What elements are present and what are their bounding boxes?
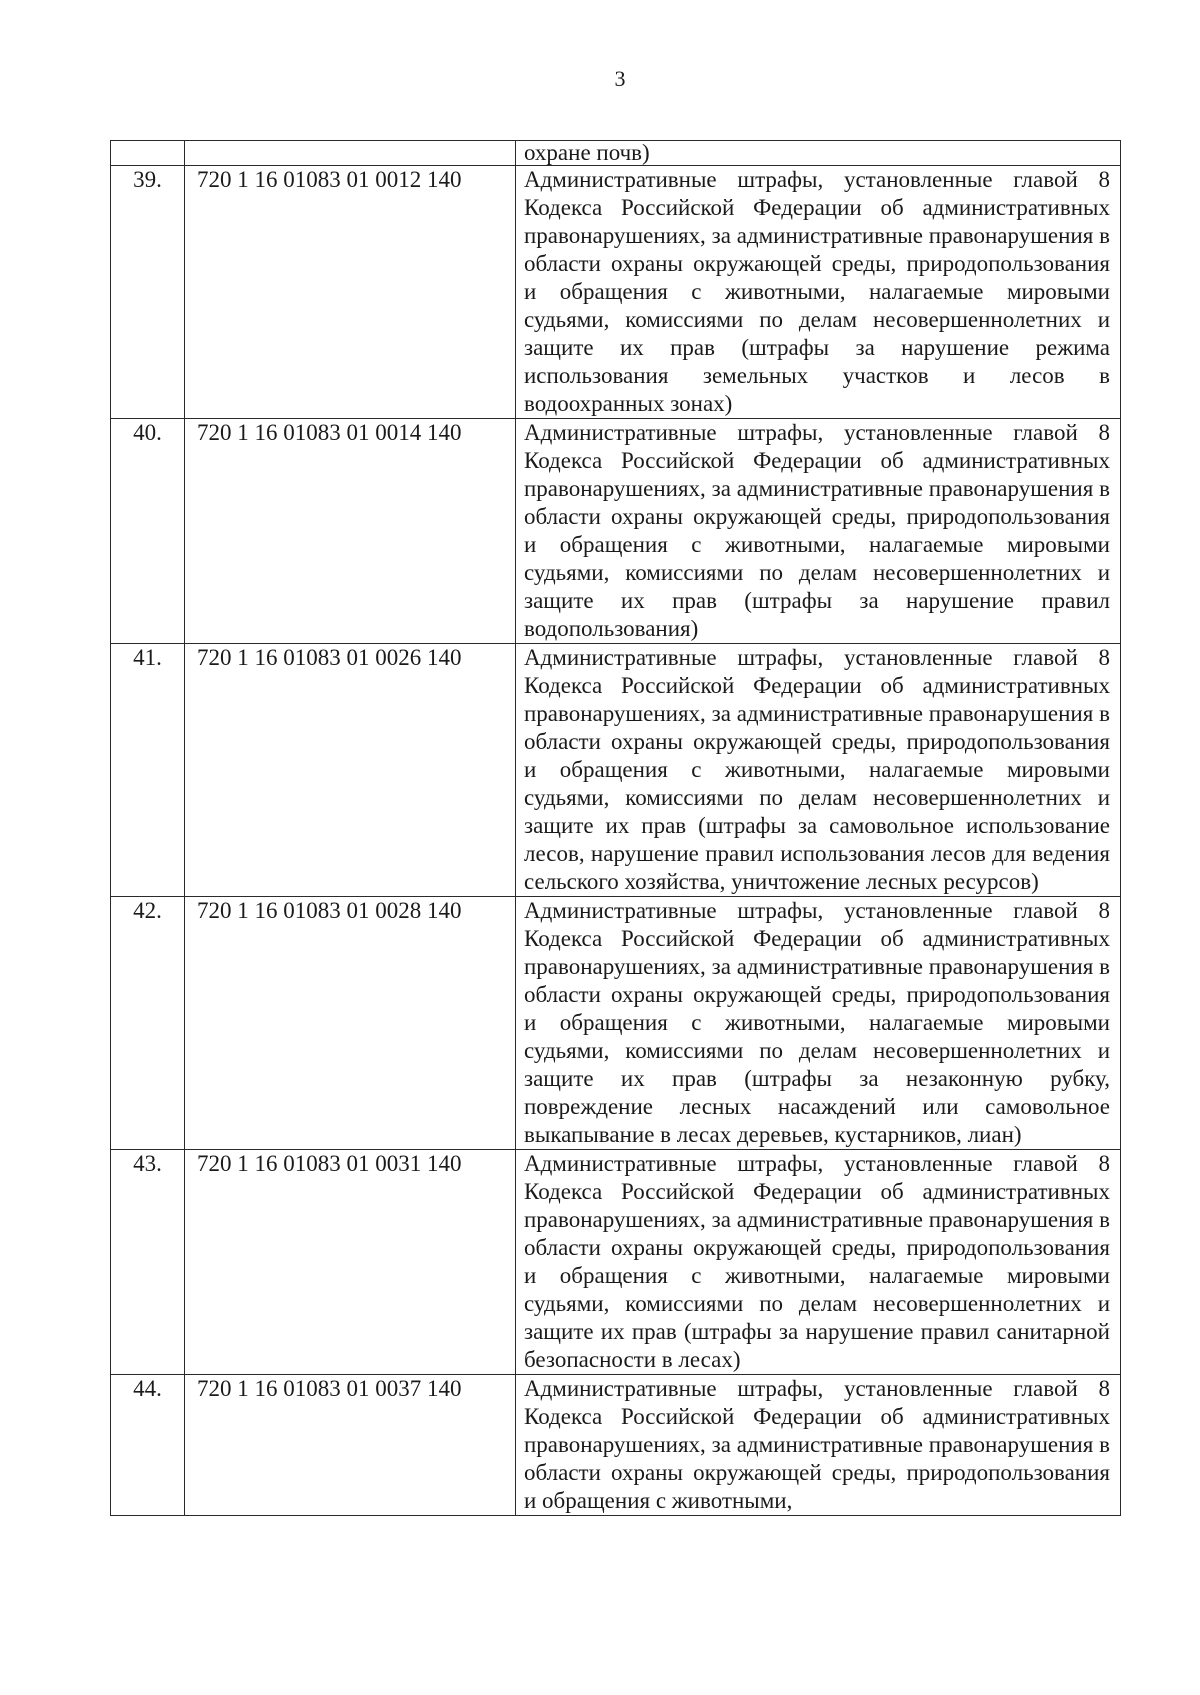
code-cell: 720 1 16 01083 01 0031 140 [185, 1150, 516, 1375]
table-row-continuation [111, 141, 1121, 166]
row-number-cell: 43. [111, 1150, 185, 1375]
description-cell: Административные штрафы, установленные главой 8 Кодекса Российской Федерации об административных правонарушениях, за административные правонарушения в области охраны окружающей среды, природопользования и обращения с животными, налагаемые мировыми судьями, комиссиями по делам несовершеннолетних и защите их прав (штрафы за самовольное использование лесов, нарушение правил использования лесов для ведения сельского хозяйства, уничтожение лесных ресурсов) [516, 644, 1121, 897]
description-cell: охране почв) [516, 141, 1121, 166]
row-number-cell [111, 141, 185, 166]
page-number: 3 [614, 66, 626, 91]
code-cell: 720 1 16 01083 01 0026 140 [185, 644, 516, 897]
code-cell: 720 1 16 01083 01 0037 140 [185, 1375, 516, 1516]
table-row [111, 1150, 1121, 1375]
code-cell [185, 141, 516, 166]
description-cell: Административные штрафы, установленные главой 8 Кодекса Российской Федерации об административных правонарушениях, за административные правонарушения в области охраны окружающей среды, природопользования и обращения с животными, налагаемые мировыми судьями, комиссиями по делам несовершеннолетних и защите их прав (штрафы за незаконную рубку, повреждение лесных насаждений или самовольное выкапывание в лесах деревьев, кустарников, лиан) [516, 897, 1121, 1150]
code-cell: 720 1 16 01083 01 0012 140 [185, 166, 516, 419]
table-row [111, 897, 1121, 1150]
table-row [111, 419, 1121, 644]
row-number-cell: 41. [111, 644, 185, 897]
table-row [111, 166, 1121, 419]
row-number-cell: 40. [111, 419, 185, 644]
fines-table [110, 140, 1121, 1516]
table-row [111, 1375, 1121, 1516]
code-cell: 720 1 16 01083 01 0014 140 [185, 419, 516, 644]
description-cell: Административные штрафы, установленные главой 8 Кодекса Российской Федерации об административных правонарушениях, за административные правонарушения в области охраны окружающей среды, природопользования и обращения с животными, налагаемые мировыми судьями, комиссиями по делам несовершеннолетних и защите их прав (штрафы за нарушение режима использования земельных участков и лесов в водоохранных зонах) [516, 166, 1121, 419]
description-cell: Административные штрафы, установленные главой 8 Кодекса Российской Федерации об административных правонарушениях, за административные правонарушения в области охраны окружающей среды, природопользования и обращения с животными, налагаемые мировыми судьями, комиссиями по делам несовершеннолетних и защите их прав (штрафы за нарушение правил водопользования) [516, 419, 1121, 644]
table-row [111, 644, 1121, 897]
row-number-cell: 39. [111, 166, 185, 419]
row-number-cell: 42. [111, 897, 185, 1150]
row-number-cell: 44. [111, 1375, 185, 1516]
description-cell: Административные штрафы, установленные главой 8 Кодекса Российской Федерации об административных правонарушениях, за административные правонарушения в области охраны окружающей среды, природопользования и обращения с животными, [516, 1375, 1121, 1516]
description-cell: Административные штрафы, установленные главой 8 Кодекса Российской Федерации об административных правонарушениях, за административные правонарушения в области охраны окружающей среды, природопользования и обращения с животными, налагаемые мировыми судьями, комиссиями по делам несовершеннолетних и защите их прав (штрафы за нарушение правил санитарной безопасности в лесах) [516, 1150, 1121, 1375]
code-cell: 720 1 16 01083 01 0028 140 [185, 897, 516, 1150]
